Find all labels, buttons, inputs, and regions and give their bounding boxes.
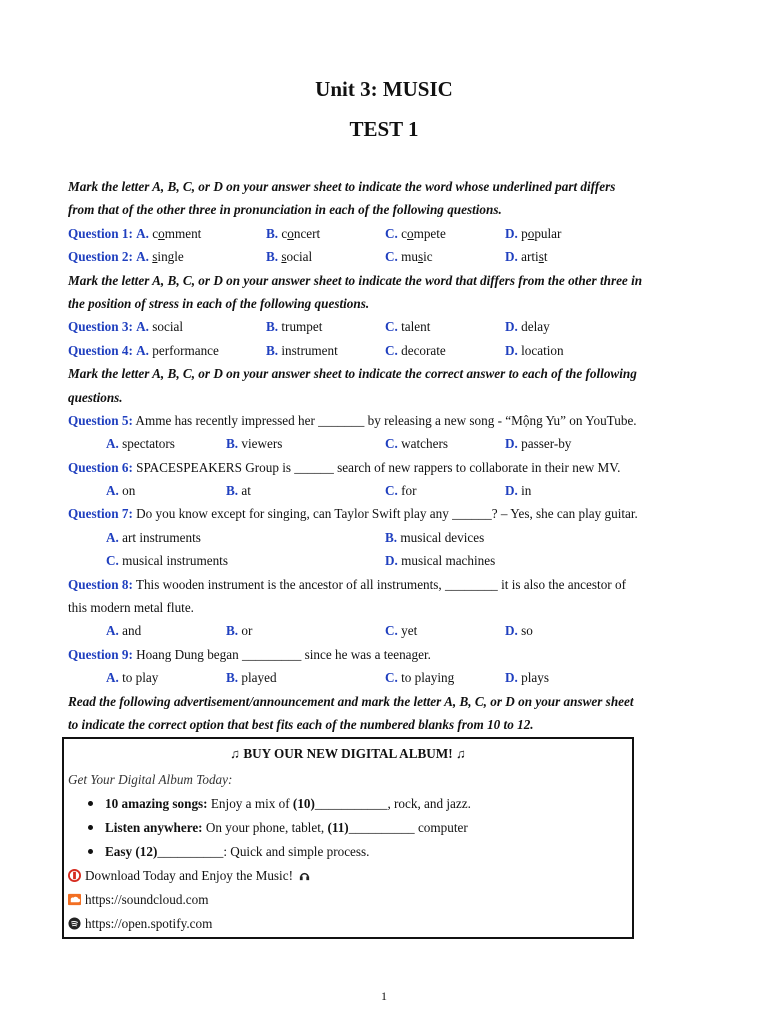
advert-subtitle: Get Your Digital Album Today: xyxy=(68,772,233,787)
question-9-options xyxy=(68,666,648,689)
blank-number: (11) xyxy=(327,820,349,835)
option-letter: B. xyxy=(226,483,239,499)
instruction-reading: Read the following advertisement/announcement and mark the letter A, B, C, or D on your answer sheet xyxy=(68,693,634,709)
question-8-cont: this modern metal flute. xyxy=(68,600,194,616)
download-text: Download Today and Enjoy the Music! xyxy=(85,868,293,883)
soundcloud-icon xyxy=(68,893,81,906)
question-label: Question 2: xyxy=(68,249,133,265)
test-title: TEST 1 xyxy=(349,117,419,141)
instruction-correct: Mark the letter A, B, C, or D on your answer sheet to indicate the correct answer to each of the following xyxy=(68,366,637,382)
option-c: musical instruments xyxy=(122,553,228,569)
question-7-options-cd xyxy=(68,549,648,572)
question-5 xyxy=(68,409,648,432)
test-content xyxy=(68,175,648,736)
option-letter: A. xyxy=(106,623,119,639)
option-letter: C. xyxy=(385,249,398,265)
option-b: musical devices xyxy=(400,529,485,545)
option-letter: A. xyxy=(106,529,119,545)
option-letter: C. xyxy=(385,670,398,686)
question-text: Do you know except for singing, can Taylor Swift play any ______? – Yes, she can play guitar. xyxy=(136,506,638,522)
option-b: or xyxy=(241,623,253,639)
instruction-stress: Mark the letter A, B, C, or D on your answer sheet to indicate the word that differs from the other three in xyxy=(68,272,643,288)
option-c: compete xyxy=(401,225,446,241)
advert-bullet-3 xyxy=(88,844,369,860)
question-2 xyxy=(68,245,648,268)
option-c: for xyxy=(401,483,417,499)
advert-link-soundcloud[interactable] xyxy=(68,892,208,908)
bullet-icon xyxy=(88,801,93,806)
question-8-options xyxy=(68,619,648,642)
option-letter: B. xyxy=(266,225,279,241)
instruction-pronunciation: Mark the letter A, B, C, or D on your answer sheet to indicate the word whose underlined part differs xyxy=(68,179,616,194)
option-a: spectators xyxy=(122,436,175,452)
option-letter: D. xyxy=(505,249,518,265)
instruction-reading-cont: to indicate the correct option that best fits each of the numbered blanks from 10 to 12. xyxy=(68,716,534,732)
question-7-options-ab xyxy=(68,526,648,549)
option-d: location xyxy=(521,342,564,358)
option-letter: A. xyxy=(106,670,119,686)
option-letter: C. xyxy=(385,436,398,452)
option-a: to play xyxy=(122,670,159,686)
question-3 xyxy=(68,315,648,338)
question-label: Question 9: xyxy=(68,646,133,662)
option-letter: B. xyxy=(266,249,279,265)
option-d: passer-by xyxy=(521,436,572,452)
option-letter: C. xyxy=(385,319,398,335)
bullet-text: Enjoy a mix of xyxy=(207,796,293,811)
option-letter: D. xyxy=(505,319,518,335)
option-b: instrument xyxy=(281,342,338,358)
option-letter: A. xyxy=(136,225,149,241)
option-d: plays xyxy=(521,670,549,686)
option-a: performance xyxy=(152,342,219,358)
question-label: Question 4: xyxy=(68,342,133,358)
question-text: This wooden instrument is the ancestor of all instruments, ________ it is also the ancestor of xyxy=(135,576,626,592)
spotify-icon xyxy=(68,917,81,930)
question-5-options xyxy=(68,432,648,455)
question-1 xyxy=(68,222,648,245)
bullet-tail: __________ computer xyxy=(348,820,468,835)
option-letter: A. xyxy=(106,436,119,452)
question-text: SPACESPEAKERS Group is ______ search of new rappers to collaborate in their new MV. xyxy=(136,459,621,475)
option-c: yet xyxy=(401,623,418,639)
advert-link-spotify[interactable] xyxy=(68,916,212,932)
option-c: watchers xyxy=(401,436,448,452)
advert-bullet-1 xyxy=(88,796,471,812)
unit-title: Unit 3: MUSIC xyxy=(315,77,453,101)
question-label: Question 5: xyxy=(68,412,133,428)
option-b: at xyxy=(241,483,251,499)
option-b: viewers xyxy=(241,436,283,452)
option-b: social xyxy=(281,249,313,265)
download-icon xyxy=(68,869,81,882)
bullet-text: On your phone, tablet, xyxy=(202,820,328,835)
bullet-icon xyxy=(88,825,93,830)
option-letter: D. xyxy=(505,623,518,639)
option-d: delay xyxy=(521,319,550,335)
question-4 xyxy=(68,339,648,362)
option-letter: A. xyxy=(106,483,119,499)
option-c: talent xyxy=(401,319,431,335)
question-label: Question 8: xyxy=(68,576,133,592)
option-a: single xyxy=(152,249,184,265)
instruction-correct-cont: questions. xyxy=(68,389,123,405)
page-number: 1 xyxy=(381,989,387,1003)
bullet-heading: 10 amazing songs: xyxy=(105,796,208,811)
bullet-heading: Easy (12) xyxy=(105,844,158,859)
option-c: music xyxy=(401,249,433,265)
question-7 xyxy=(68,502,648,525)
blank-number: (10) xyxy=(292,796,315,811)
option-letter: B. xyxy=(385,529,398,545)
spotify-link[interactable]: https://open.spotify.com xyxy=(85,916,213,931)
option-letter: B. xyxy=(226,623,239,639)
option-letter: A. xyxy=(136,342,149,358)
option-d: popular xyxy=(521,225,562,241)
instruction-pronunciation-cont: from that of the other three in pronunciation in each of the following questions. xyxy=(68,202,502,218)
option-letter: A. xyxy=(136,249,149,265)
question-label: Question 6: xyxy=(68,459,133,475)
option-a: comment xyxy=(152,225,202,241)
option-a: art instruments xyxy=(122,529,201,545)
soundcloud-link[interactable]: https://soundcloud.com xyxy=(85,892,209,907)
option-letter: C. xyxy=(385,483,398,499)
option-letter: D. xyxy=(505,483,518,499)
option-d: artist xyxy=(521,249,548,265)
advert-download xyxy=(68,868,315,884)
bullet-heading: Listen anywhere: xyxy=(105,820,203,835)
advertisement-box xyxy=(62,737,634,939)
option-d: musical machines xyxy=(401,553,496,569)
option-letter: B. xyxy=(266,319,279,335)
option-letter: D. xyxy=(505,342,518,358)
option-b: played xyxy=(241,670,277,686)
question-9 xyxy=(68,643,648,666)
option-d: in xyxy=(521,483,532,499)
option-letter: D. xyxy=(385,553,398,569)
option-letter: B. xyxy=(226,436,239,452)
option-a: social xyxy=(152,319,184,335)
instruction-stress-cont: the position of stress in each of the following questions. xyxy=(68,295,370,311)
advert-bullet-2 xyxy=(88,820,468,836)
option-b: concert xyxy=(281,225,321,241)
option-letter: B. xyxy=(226,670,239,686)
option-letter: D. xyxy=(505,436,518,452)
advert-title: ♫ BUY OUR NEW DIGITAL ALBUM! ♫ xyxy=(230,746,466,761)
question-label: Question 3: xyxy=(68,319,133,335)
option-d: so xyxy=(521,623,533,639)
bullet-tail: ___________, rock, and jazz. xyxy=(314,796,471,811)
option-letter: D. xyxy=(505,225,518,241)
question-6-options xyxy=(68,479,648,502)
option-b: trumpet xyxy=(281,319,323,335)
question-label: Question 1: xyxy=(68,225,133,241)
option-c: decorate xyxy=(401,342,446,358)
option-letter: A. xyxy=(136,319,149,335)
option-a: on xyxy=(122,483,136,499)
option-c: to playing xyxy=(401,670,455,686)
bullet-tail: __________: Quick and simple process. xyxy=(157,844,370,859)
question-8 xyxy=(68,573,648,596)
option-a: and xyxy=(122,623,142,639)
option-letter: C. xyxy=(385,623,398,639)
option-letter: C. xyxy=(106,553,119,569)
option-letter: B. xyxy=(266,342,279,358)
bullet-icon xyxy=(88,849,93,854)
option-letter: C. xyxy=(385,225,398,241)
question-text: Hoang Dung began _________ since he was a teenager. xyxy=(136,646,431,662)
question-label: Question 7: xyxy=(68,506,133,522)
question-text: Amme has recently impressed her _______ by releasing a new song - “Mộng Yu” on YouTube. xyxy=(135,412,637,428)
headphones-icon xyxy=(298,869,311,882)
question-6 xyxy=(68,456,648,479)
option-letter: C. xyxy=(385,342,398,358)
option-letter: D. xyxy=(505,670,518,686)
